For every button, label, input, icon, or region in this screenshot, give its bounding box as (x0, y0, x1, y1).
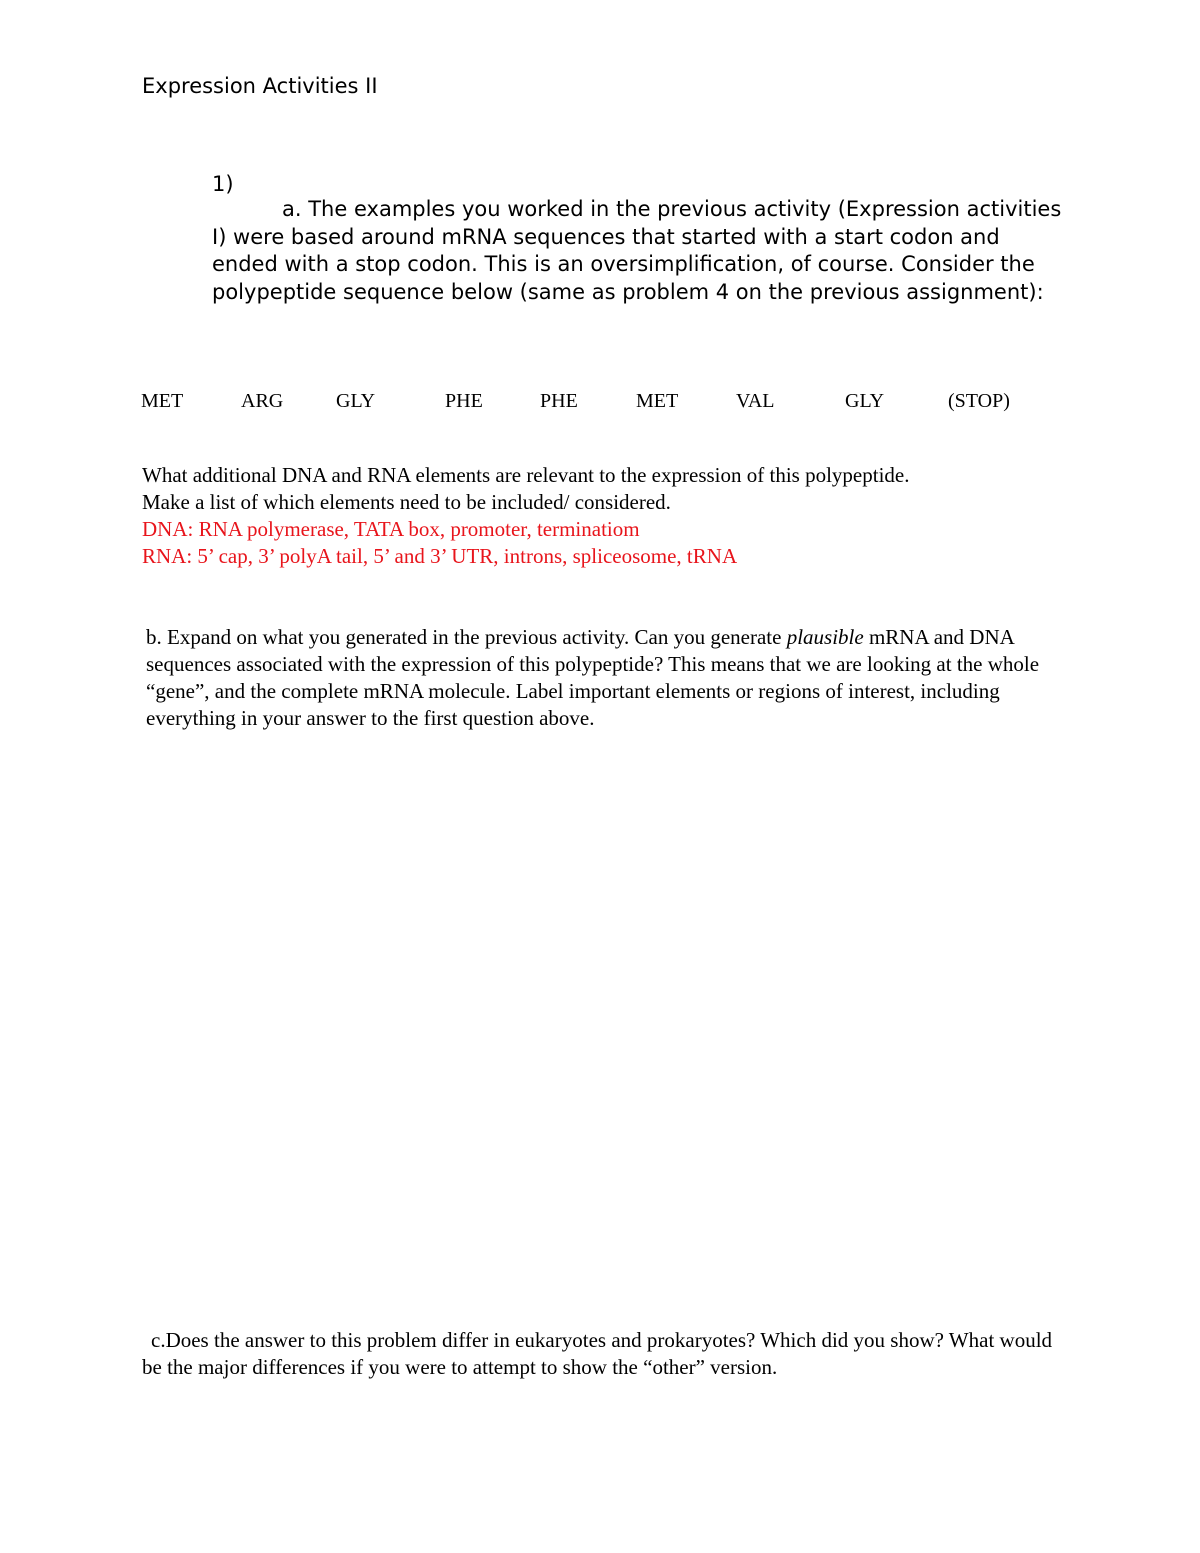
question-1b-emphasis: plausible (786, 625, 864, 649)
question-1a-text: The examples you worked in the previous activity (Expression activities I) were based around mRNA sequences that started with a start codon and ended with a stop codon. This is an oversimplification, of course. Consider the polypeptide sequence below (same as problem 4 on the previous assignment): (212, 197, 1062, 304)
question-1a-prompt (212, 196, 1062, 306)
codon-6: MET (636, 390, 679, 412)
answer-rna-elements: RNA: 5’ cap, 3’ polyA tail, 5’ and 3’ UTR, introns, spliceosome, tRNA (142, 544, 738, 568)
question-1a-label: a. (282, 197, 302, 221)
question-1c-text: c.Does the answer to this problem differ in eukaryotes and prokaryotes? Which did you show? What would be the major differences if you were to attempt to show the “other” version. (142, 1328, 1053, 1379)
question-1b-prompt (142, 624, 1076, 732)
question-1a-line-2: Make a list of which elements need to be included/ considered. (142, 490, 671, 514)
codon-8: GLY (845, 390, 885, 412)
codon-2: ARG (241, 390, 284, 412)
codon-5: PHE (540, 390, 578, 412)
document-title: Expression Activities II (142, 74, 378, 98)
polypeptide-sequence (0, 388, 1200, 414)
question-1-number: 1) (212, 172, 234, 196)
codon-7: VAL (736, 390, 775, 412)
codon-1: MET (141, 390, 184, 412)
codon-4: PHE (445, 390, 483, 412)
question-1c-prompt (142, 1327, 1072, 1381)
codon-3: GLY (336, 390, 376, 412)
question-1b-text-after: mRNA and DNA sequences associated with the expression of this polypeptide? This means that we are looking at the whole “gene”, and the complete mRNA molecule. Label important elements or regions of interest, including everything in your answer to the first question above. (146, 625, 1040, 730)
question-1b-text-before: b. Expand on what you generated in the previous activity. Can you generate (146, 625, 787, 649)
codon-stop: (STOP) (948, 390, 1010, 412)
question-1a-elements-question (142, 462, 1062, 516)
question-1a-line-1: What additional DNA and RNA elements are relevant to the expression of this polypeptide. (142, 463, 910, 487)
answer-dna-elements: DNA: RNA polymerase, TATA box, promoter, terminatiom (142, 517, 640, 541)
